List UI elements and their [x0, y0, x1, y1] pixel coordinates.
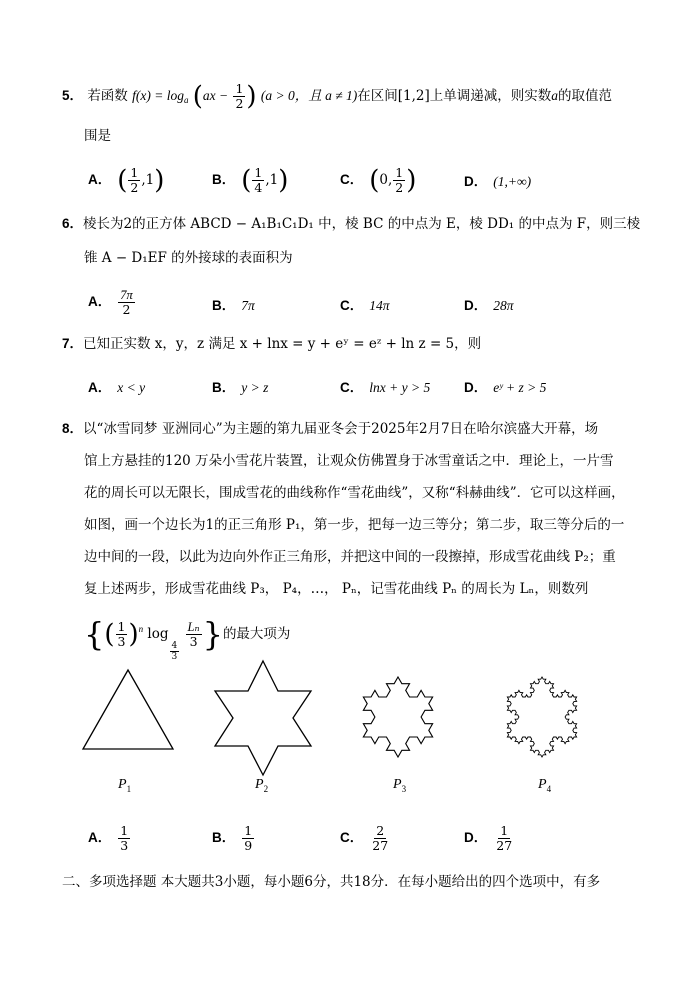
q7-number: 7． [62, 336, 84, 351]
q5-arg: ax − [202, 88, 229, 103]
q5-func: f(x) = log [132, 88, 184, 103]
q7-text1: 已知正实数 x，y，z 满足 x + lnx = y + eʸ = eᶻ + ln z = 5，则 [83, 336, 482, 352]
q7-line1 [62, 334, 481, 354]
section2-heading: 二、多项选择题 本大题共3小题，每小题6分，共18分．在每小题给出的四个选项中，有多 [62, 874, 601, 890]
q5-func-base: a [183, 95, 189, 105]
q5-line2: 围是 [84, 128, 111, 144]
q6-option-c[interactable]: C． 14π [340, 298, 390, 313]
q8-line5: 边中间的一段，以此为边向外作正三角形，并把这中间的一段擦掉，形成雪花曲线 P₂；重 [84, 549, 616, 565]
label-p4: $P_4$ [538, 777, 552, 794]
q5-stem-b: 在区间[1,2]上单调递减，则实数 [357, 88, 552, 104]
q8-number: 8． [62, 421, 84, 436]
q5-option-b[interactable]: B． ( $\frac{1}{4}$ ,1) [212, 165, 289, 196]
koch-p1-figure [78, 665, 178, 755]
koch-p2-figure [208, 658, 318, 778]
q5-condition: (a > 0，且 a ≠ 1) [260, 88, 358, 103]
q8-option-d[interactable]: D． $\frac{1}{27}$ [464, 823, 513, 853]
label-p3: $P_3$ [393, 777, 407, 794]
q5-arg-fraction: $\frac{1}{2}$ [235, 81, 244, 111]
q6-option-b[interactable]: B． 7π [212, 298, 255, 313]
q6-number: 6． [62, 216, 84, 231]
label-p2: $P_2$ [255, 777, 269, 794]
q8-line1: 8．以“冰雪同梦 亚洲同心”为主题的第九届亚冬会于2025年2月7日在哈尔滨盛大开幕，场 [62, 421, 599, 437]
q5-var: a [551, 88, 559, 103]
q5-line1: 5． 若函数 $f(x) = \log_a (ax$ − $\frac{1}{2}$ ) (a > 0，且 a ≠ 1)在区间[1,2]上单调递减，则实数a的取值范 [62, 81, 613, 112]
q7-option-d[interactable]: D． eʸ + z > 5 [464, 380, 547, 395]
koch-p4-figure [490, 665, 594, 769]
q5-option-a[interactable]: A． ( $\frac{1}{2}$ ,1) [88, 165, 165, 196]
q8-line3: 花的周长可以无限长，围成雪花的曲线称作“雪花曲线”，又称“科赫曲线”．它可以这样画， [84, 485, 625, 501]
q5-stem-a: 若函数 [87, 88, 128, 104]
q5-number: 5． [62, 88, 84, 103]
q6-option-d[interactable]: D． 28π [464, 298, 514, 313]
q7-option-a[interactable]: A． x < y [88, 380, 146, 395]
q8-sequence: {( $\frac{1}{3}$ )$^n$ log $\frac{4}{3}$ $\frac{\text{Lₙ}}{3}$ }的最大项为 [84, 615, 291, 662]
q5-option-d[interactable]: D． (1,+∞) [464, 174, 532, 189]
q6-line2: 锥 A − D₁EF 的外接球的表面积为 [84, 250, 293, 266]
label-p1: $P_1$ [118, 777, 132, 794]
q7-option-c[interactable]: C． lnx + y > 5 [340, 380, 431, 395]
q6-text1: 棱长为2的正方体 ABCD − A₁B₁C₁D₁ 中，棱 BC 的中点为 E，棱 DD₁ 的中点为 F，则三棱 [83, 216, 641, 232]
q8-option-c[interactable]: C． $\frac{2}{27}$ [340, 823, 389, 853]
q7-option-b[interactable]: B． y > z [212, 380, 269, 395]
q6-option-a[interactable]: A． $\frac{7\pi}{2}$ [88, 288, 133, 317]
q8-option-a[interactable]: A． $\frac{1}{3}$ [88, 823, 129, 853]
q5-stem-c: 的取值范 [558, 88, 613, 104]
q5-option-c[interactable]: C． (0, $\frac{1}{2}$ ) [340, 165, 417, 196]
koch-p3-figure [346, 665, 450, 769]
q6-line1 [62, 214, 640, 234]
q8-line2: 馆上方悬挂的120 万朵小雪花片装置，让观众仿佛置身于冰雪童话之中．理论上，一片雪 [84, 453, 614, 469]
q8-line4: 如图，画一个边长为1的正三角形 P₁，第一步，把每一边三等分；第二步，取三等分后的一 [84, 517, 625, 533]
q8-option-b[interactable]: B． $\frac{1}{9}$ [212, 823, 253, 853]
q8-line6: 复上述两步，形成雪花曲线 P₃， P₄，…， Pₙ，记雪花曲线 Pₙ 的周长为 Lₙ，则数列 [84, 581, 589, 597]
